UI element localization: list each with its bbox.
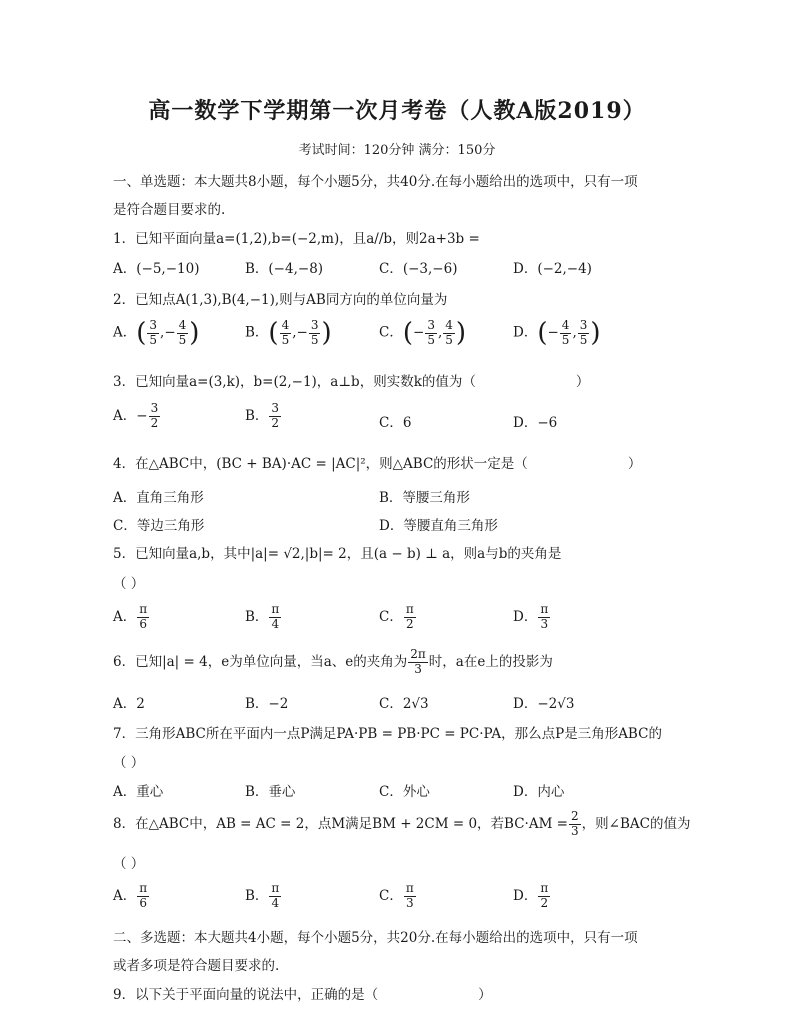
section1-heading-line1: 一、单选题：本大题共8小题，每个小题5分，共40分.在每小题给出的选项中，只有一项 [113, 174, 638, 190]
q3-b-den: 2 [271, 415, 280, 430]
q2-a-num2: 4 [178, 317, 187, 332]
q8-option-a [113, 882, 150, 911]
q2-option-d: D．(− $\frac{4}{5}$ , $\frac{3}{5}$ ) [513, 317, 601, 348]
q1-option-a: A．(−5,−10) [113, 261, 200, 277]
q2-c-den1: 5 [427, 332, 435, 347]
q3-b-num: 3 [271, 401, 280, 415]
q2-option-c: C．(− $\frac{3}{5}$ , $\frac{4}{5}$ ) [379, 317, 467, 348]
q3-stem-text: 3．已知向量a=(3,k)，b=(2,−1)，a⊥b，则实数k的值为（ [113, 374, 476, 390]
q7-stem: 7．三角形ABC所在平面内一点P满足PA·PB = PB·PC = PC·PA，那么点P是三角形ABC的 [113, 726, 662, 742]
q3-a-den: 2 [150, 415, 159, 430]
q8-frac-den: 3 [571, 823, 579, 838]
q2-a-den2: 5 [178, 332, 187, 347]
q7-option-b: B．垂心 [245, 784, 296, 800]
q6-option-d: D．−2√3 [513, 696, 575, 712]
exam-subtitle: 考试时间：120分钟 满分：150分 [298, 143, 496, 158]
q3-option-a-label: A．− [113, 407, 148, 424]
q8-option-c-label: C． [379, 887, 403, 904]
q2-c-prefix: − [413, 324, 425, 341]
q4-option-b: B．等腰三角形 [379, 490, 470, 506]
q1-option-d: D．(−2,−4) [513, 261, 592, 277]
q2-a-sep: ,− [160, 324, 176, 341]
q9-close-paren: ） [478, 987, 492, 1003]
q8-c-den: 3 [405, 895, 414, 910]
q5-c-num: π [405, 602, 414, 616]
q5-d-num: π [540, 602, 549, 616]
q5-a-den: 6 [139, 616, 148, 631]
q2-b-den1: 5 [281, 332, 290, 347]
q2-b-num1: 4 [281, 317, 290, 332]
q2-option-d-label: D． [513, 324, 538, 341]
q2-b-sep: ,− [292, 324, 308, 341]
q2-a-den1: 5 [149, 332, 158, 347]
q5-option-d-label: D． [513, 608, 538, 625]
q9-stem-text: 9．以下关于平面向量的说法中，正确的是（ [113, 987, 379, 1003]
q8-d-den: 2 [540, 895, 549, 910]
q6-stem-post: 时，a在e上的投影为 [428, 653, 553, 670]
q2-option-c-label: C． [379, 324, 403, 341]
q2-d-den1: 5 [561, 332, 570, 347]
q3-option-c: C．6 [379, 415, 412, 431]
q6-frac-den: 3 [414, 661, 422, 676]
q2-option-a: A．( $\frac{3}{5}$ ,− $\frac{4}{5}$ ) [113, 317, 200, 348]
q9-stem [113, 983, 492, 1003]
q4-option-d: D．等腰直角三角形 [379, 518, 498, 534]
q8-frac-num: 2 [571, 809, 579, 823]
q8-option-d-label: D． [513, 887, 538, 904]
q4-option-a: A．直角三角形 [113, 490, 204, 506]
q8-stem-post: ，则∠BAC的值为 [581, 815, 691, 832]
q5-b-num: π [271, 602, 280, 616]
q1-stem: 1．已知平面向量a=(1,2),b=(−2,m)，且a//b，则2a+3b = [113, 231, 480, 247]
section2-heading-line2: 或者多项是符合题目要求的. [113, 958, 280, 974]
q8-stem [113, 810, 690, 839]
q8-stem-pre: 8．在△ABC中，AB = AC = 2，点M满足BM + 2CM = 0，若BC·AM = [113, 815, 568, 832]
q8-c-num: π [405, 881, 414, 895]
q2-c-num2: 4 [445, 317, 453, 332]
q4-option-c: C．等边三角形 [113, 518, 205, 534]
q2-d-den2: 5 [579, 332, 588, 347]
q6-stem [113, 648, 553, 677]
q2-d-sep: , [572, 324, 577, 341]
q5-b-den: 4 [271, 616, 280, 631]
q2-c-den2: 5 [445, 332, 453, 347]
q3-option-d: D．−6 [513, 415, 558, 431]
q6-stem-pre: 6．已知|a| = 4，e为单位向量，当a、e的夹角为 [113, 653, 408, 670]
q2-d-prefix: − [547, 324, 559, 341]
q8-option-b [245, 882, 282, 911]
q6-option-b: B．−2 [245, 696, 289, 712]
q7-option-c: C．外心 [379, 784, 430, 800]
q4-close-paren: ） [627, 456, 642, 472]
q3-close-paren: ） [575, 374, 590, 390]
q6-option-a: A．2 [113, 696, 145, 712]
q1-option-b: B．(−4,−8) [245, 261, 324, 277]
q5-answer-paren: （ ） [113, 576, 145, 592]
q5-option-a [113, 603, 150, 632]
q5-option-b-label: B． [245, 608, 269, 625]
q6-frac-num: 2π [410, 647, 426, 661]
q8-option-c [379, 882, 417, 911]
q3-a-num: 3 [150, 401, 159, 415]
q2-d-num2: 3 [579, 317, 588, 332]
q1-option-c: C．(−3,−6) [379, 261, 458, 277]
q2-a-num1: 3 [149, 317, 158, 332]
q8-a-num: π [139, 881, 148, 895]
q7-option-d: D．内心 [513, 784, 565, 800]
q8-b-num: π [271, 881, 280, 895]
q3-option-a [113, 402, 161, 431]
q3-stem [113, 370, 589, 390]
q5-a-num: π [139, 602, 148, 616]
q8-answer-paren: （ ） [113, 856, 145, 872]
q8-option-d [513, 882, 551, 911]
q5-option-d [513, 603, 551, 632]
q2-option-b-label: B． [245, 324, 269, 341]
q5-option-c [379, 603, 417, 632]
q8-d-num: π [540, 881, 549, 895]
q8-b-den: 4 [271, 895, 280, 910]
q4-stem [113, 452, 641, 472]
q2-b-num2: 3 [310, 317, 319, 332]
q8-a-den: 6 [139, 895, 148, 910]
section1-heading-line2: 是符合题目要求的. [113, 202, 226, 218]
q8-option-b-label: B． [245, 887, 269, 904]
q2-b-den2: 5 [310, 332, 319, 347]
q6-option-c: C．2√3 [379, 696, 429, 712]
q2-c-num1: 3 [427, 317, 435, 332]
q2-c-sep: , [437, 324, 443, 341]
q7-option-a: A．重心 [113, 784, 164, 800]
q4-stem-text: 4．在△ABC中，(BC + BA)·AC = |AC|²，则△ABC的形状一定是（ [113, 456, 528, 472]
q2-option-b: B．( $\frac{4}{5}$ ,− $\frac{3}{5}$ ) [245, 317, 332, 348]
q2-d-num1: 4 [561, 317, 570, 332]
q5-option-b [245, 603, 282, 632]
q8-option-a-label: A． [113, 887, 137, 904]
section2-heading-line1: 二、多选题：本大题共4小题，每个小题5分，共20分.在每小题给出的选项中，只有一项 [113, 930, 638, 946]
exam-title: 高一数学下学期第一次月考卷（人教A版2019） [148, 98, 646, 124]
q5-c-den: 2 [405, 616, 414, 631]
q3-option-b [245, 402, 282, 431]
q3-option-b-label: B． [245, 407, 269, 424]
q5-stem: 5．已知向量a,b，其中|a|= √2,|b|= 2，且(a − b) ⊥ a，则a与b的夹角是 [113, 546, 562, 562]
q5-option-a-label: A． [113, 608, 137, 625]
q7-answer-paren: （ ） [113, 755, 145, 771]
q2-stem: 2．已知点A(1,3),B(4,−1),则与AB同方向的单位向量为 [113, 292, 448, 308]
q5-d-den: 3 [540, 616, 549, 631]
q5-option-c-label: C． [379, 608, 403, 625]
q2-option-a-label: A． [113, 324, 137, 341]
